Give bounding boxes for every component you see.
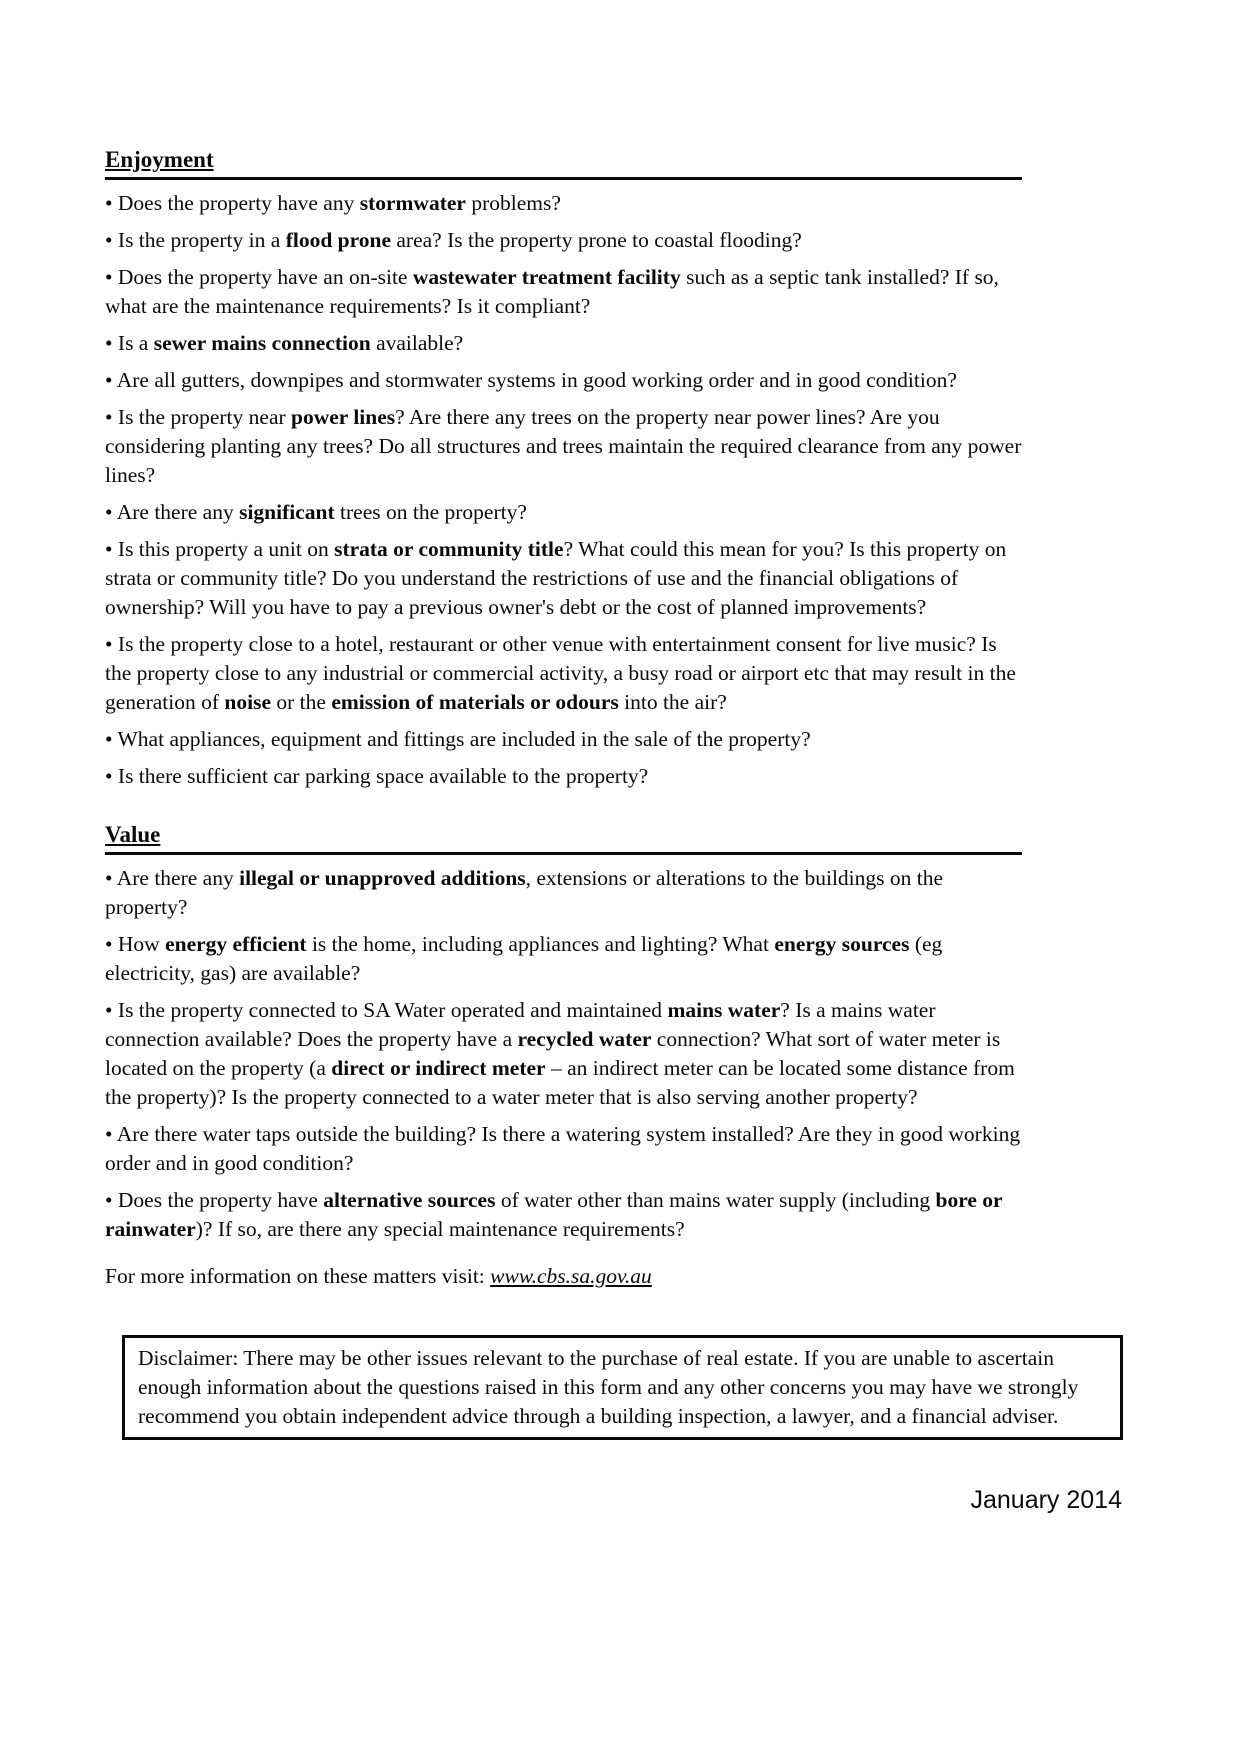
bullet-marker: • (105, 932, 118, 956)
bullet-item (105, 329, 1022, 358)
bullet-text-bold: emission of materials or odours (331, 690, 619, 714)
bullet-item (105, 762, 1022, 791)
bullet-item (105, 1120, 1022, 1178)
bullet-text: Is the property connected to SA Water operated and maintained (117, 998, 668, 1022)
bullet-list-enjoyment (105, 189, 1022, 791)
bullet-text: )? If so, are there any special maintenance requirements? (195, 1217, 685, 1241)
bullet-text: such as a septic tank installed? If so, what are the maintenance requirements? Is it compliant? (105, 265, 999, 318)
section-heading-value (105, 821, 1022, 855)
bullet-text: or the (271, 690, 332, 714)
bullet-text: , extensions or alterations to the buildings on the property? (105, 866, 944, 919)
bullet-text: Is the property in a (117, 228, 286, 252)
bullet-marker: • (105, 265, 118, 289)
bullet-item (105, 226, 1022, 255)
bullet-text-bold: power lines (291, 405, 396, 429)
bullet-item (105, 630, 1022, 717)
bullet-marker: • (105, 537, 118, 561)
bullet-text: Are all gutters, downpipes and stormwater systems in good working order and in good condition? (116, 368, 957, 392)
bullet-text: (eg electricity, gas) are available? (105, 932, 943, 985)
cbs-website-link[interactable]: www.cbs.sa.gov.au (490, 1264, 652, 1288)
bullet-text: – an indirect meter can be located some distance from the property)? Is the property connected to a water meter that is also serving another property? (105, 1056, 1015, 1109)
bullet-text-bold: illegal or unapproved additions (239, 866, 526, 890)
bullet-text: ? Are there any trees on the property near power lines? Are you considering planting any trees? Do all structures and trees maintain the required clearance from any power lines? (105, 405, 1022, 487)
bullet-text: ? What could this mean for you? Is this property on strata or community title? Do you understand the restrictions of use and the financial obligations of ownership? Will you have to pay a previous owner's debt or the cost of planned improvements? (105, 537, 1007, 619)
bullet-item (105, 1186, 1022, 1244)
bullet-text: of water other than mains water supply (including (495, 1188, 936, 1212)
bullet-text-bold: strata or community title (334, 537, 564, 561)
section-enjoyment (105, 146, 1022, 791)
bullet-item (105, 366, 1022, 395)
more-info-text: For more information on these matters visit: (105, 1264, 491, 1288)
bullet-text: trees on the property? (334, 500, 527, 524)
bullet-text: Does the property have an on-site (117, 265, 413, 289)
bullet-text-bold: flood prone (285, 228, 392, 252)
bullet-item (105, 535, 1022, 622)
bullet-text-bold: stormwater (359, 191, 466, 215)
bullet-marker: • (105, 405, 118, 429)
disclaimer-text: Disclaimer: There may be other issues relevant to the purchase of real estate. If you are unable to ascertain enough information about the questions raised in this form and any other concerns you may have we strongly recommend you obtain independent advice through a building inspection, a lawyer, and a financial adviser. (138, 1346, 1079, 1428)
bullet-text: Is the property close to a hotel, restaurant or other venue with entertainment consent for live music? Is the property close to any industrial or commercial activity, a busy road or airport etc that may result in the generation of (105, 632, 1016, 714)
bullet-text: connection? What sort of water meter is located on the property (a (105, 1027, 1001, 1080)
bullet-text: is the home, including appliances and lighting? What (306, 932, 775, 956)
bullet-text: Are there any (116, 500, 240, 524)
bullet-text: Are there any (116, 866, 240, 890)
bullet-marker: • (105, 331, 118, 355)
disclaimer-box (122, 1335, 1123, 1440)
bullet-item (105, 930, 1022, 988)
bullet-text-bold: alternative sources (323, 1188, 496, 1212)
bullet-text-bold: energy sources (774, 932, 910, 956)
bullet-text: Does the property have (117, 1188, 324, 1212)
bullet-text: into the air? (618, 690, 727, 714)
bullet-text: Is there sufficient car parking space available to the property? (117, 764, 649, 788)
bullet-text: How (117, 932, 166, 956)
bullet-marker: • (105, 368, 117, 392)
section-value (105, 821, 1022, 1244)
section-heading-text: Value (105, 822, 161, 847)
bullet-text-bold: significant (239, 500, 335, 524)
bullet-text-bold: mains water (667, 998, 781, 1022)
bullet-text-bold: wastewater treatment facility (412, 265, 681, 289)
bullet-item (105, 189, 1022, 218)
more-info-line (105, 1262, 1022, 1291)
bullet-marker: • (105, 727, 118, 751)
document-content (105, 146, 1122, 1514)
bullet-text: available? (370, 331, 464, 355)
bullet-text-bold: energy efficient (165, 932, 307, 956)
bullet-text: Are there water taps outside the building? Is there a watering system installed? Are they in good working order and in good condition? (105, 1122, 1021, 1175)
bullet-text: What appliances, equipment and fittings are included in the sale of the property? (117, 727, 811, 751)
bullet-marker: • (105, 632, 118, 656)
bullet-item (105, 403, 1022, 490)
bullet-text: Does the property have any (117, 191, 360, 215)
bullet-text: Is the property near (117, 405, 292, 429)
bullet-marker: • (105, 998, 118, 1022)
bullet-item (105, 263, 1022, 321)
bullet-text: Is this property a unit on (117, 537, 335, 561)
bullet-item (105, 498, 1022, 527)
bullet-item (105, 725, 1022, 754)
bullet-marker: • (105, 500, 117, 524)
section-heading-text: Enjoyment (105, 147, 214, 172)
bullet-marker: • (105, 191, 118, 215)
bullet-item (105, 864, 1022, 922)
bullet-text: Is a (117, 331, 154, 355)
bullet-marker: • (105, 764, 118, 788)
bullet-text-bold: bore or rainwater (105, 1188, 1003, 1241)
bullet-text-bold: recycled water (517, 1027, 652, 1051)
bullet-text: ? Is a mains water connection available? Does the property have a (105, 998, 936, 1051)
bullet-marker: • (105, 228, 118, 252)
bullet-text: problems? (465, 191, 561, 215)
bullet-text: area? Is the property prone to coastal flooding? (391, 228, 802, 252)
section-heading-enjoyment (105, 146, 1022, 180)
bullet-list-value (105, 864, 1022, 1244)
bullet-marker: • (105, 1188, 118, 1212)
bullet-item (105, 996, 1022, 1112)
bullet-marker: • (105, 1122, 117, 1146)
bullet-text-bold: sewer mains connection (153, 331, 371, 355)
bullet-marker: • (105, 866, 117, 890)
bullet-text-bold: direct or indirect meter (331, 1056, 546, 1080)
footer-date: January 2014 (970, 1486, 1122, 1514)
bullet-text-bold: noise (224, 690, 271, 714)
